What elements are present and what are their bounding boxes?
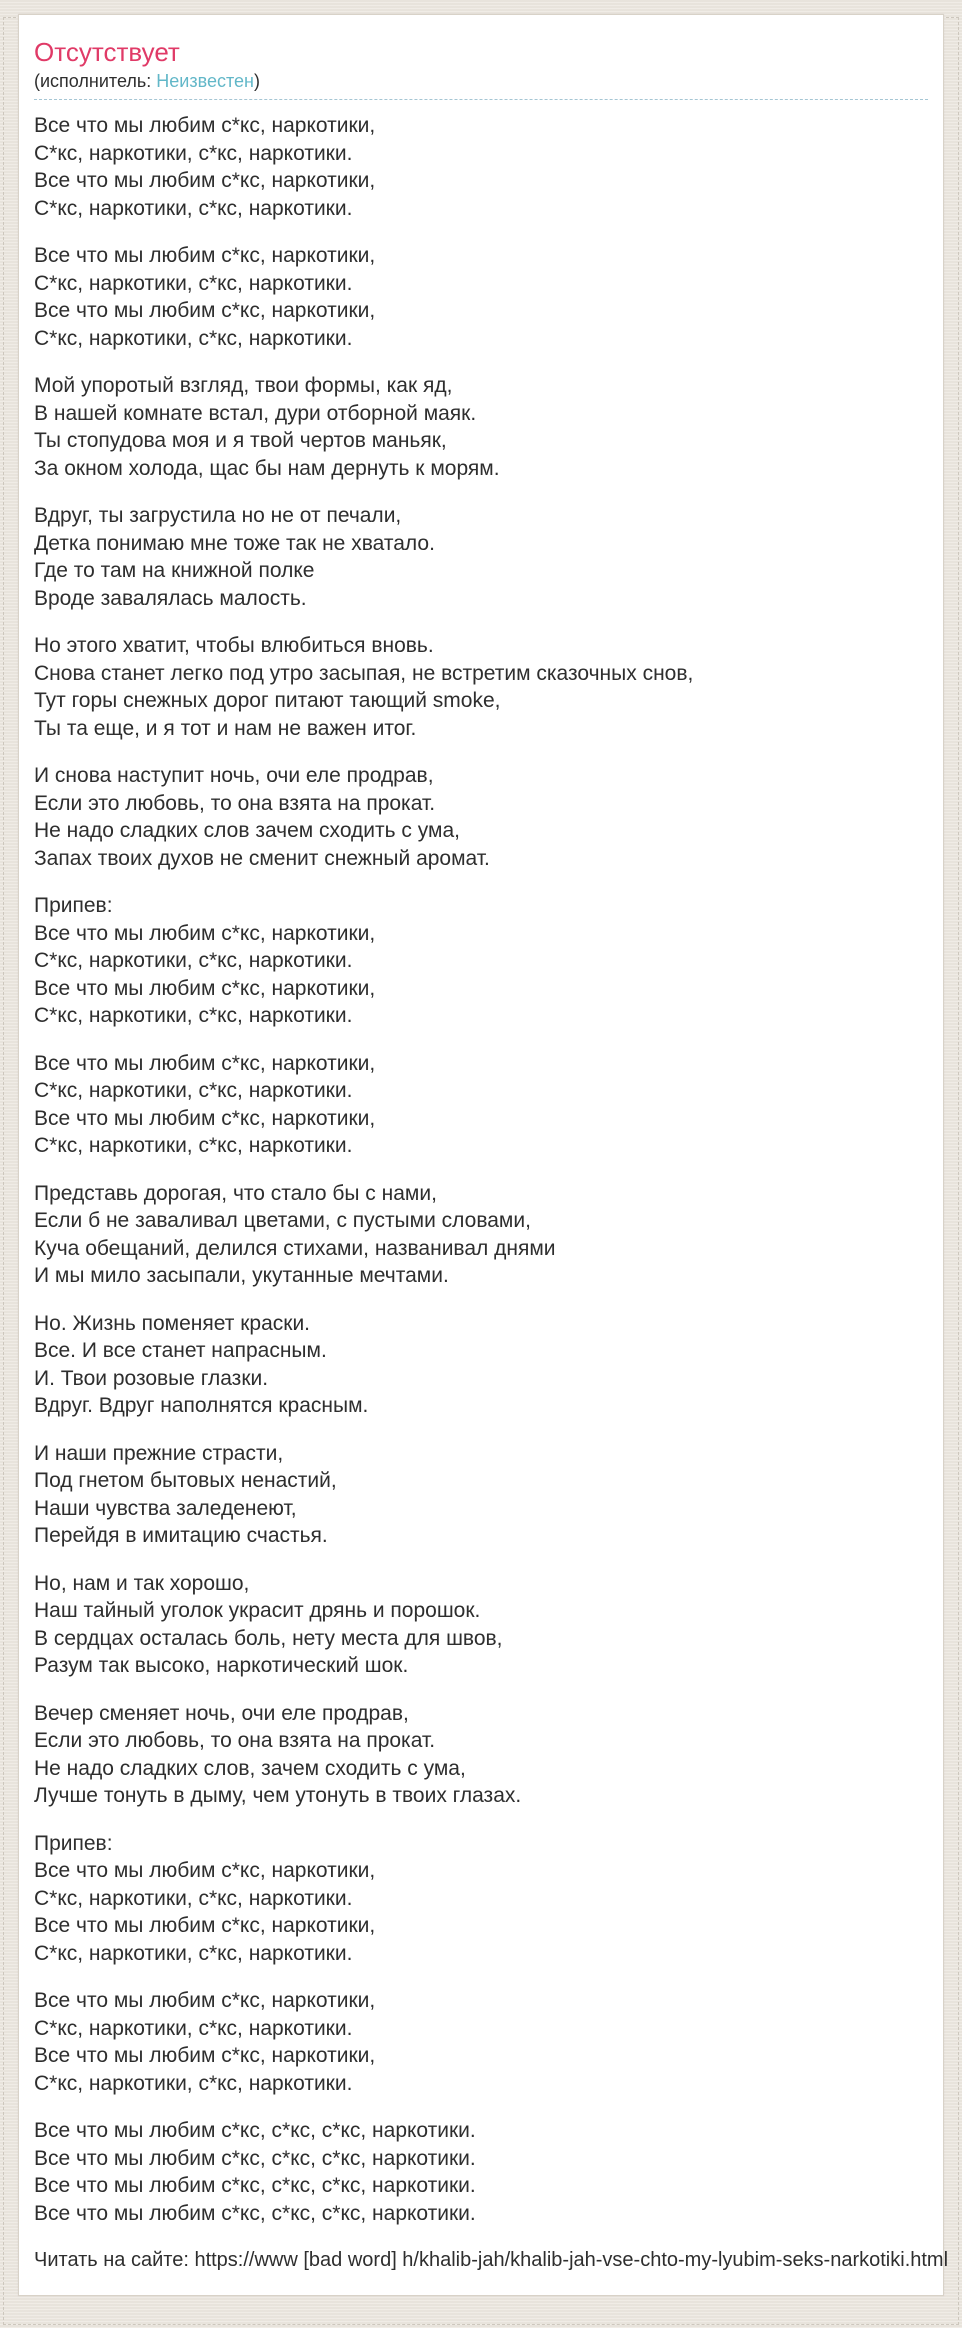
lyric-line: С*кс, наркотики, с*кс, наркотики. bbox=[34, 2071, 353, 2095]
artist-label-suffix: ) bbox=[253, 71, 260, 91]
stanza bbox=[34, 2117, 928, 2227]
stanza bbox=[34, 1570, 928, 1680]
lyric-line: Не надо сладких слов зачем сходить с ума, bbox=[34, 819, 460, 842]
lyric-line: Но. Жизнь поменяет краски. bbox=[34, 1311, 311, 1335]
lyric-line: Все что мы любим с*кс, наркотики, bbox=[34, 1051, 376, 1075]
lyric-line: С*кс, наркотики, с*кс, наркотики. bbox=[34, 1134, 353, 1157]
lyric-line: В нашей комнате встал, дури отборной маяк. bbox=[34, 401, 477, 425]
lyric-line: И наши прежние страсти, bbox=[34, 1441, 284, 1465]
lyric-line: Мой упоротый взгляд, твои формы, как яд, bbox=[34, 374, 453, 397]
stanza bbox=[34, 372, 928, 482]
lyric-line: С*кс, наркотики, с*кс, наркотики. bbox=[34, 1004, 353, 1027]
artist-link[interactable]: Неизвестен bbox=[156, 71, 254, 91]
lyric-line: Снова станет легко под утро засыпая, не встретим сказочных снов, bbox=[34, 661, 694, 685]
lyric-line: Тут горы снежных дорог питают тающий smoke, bbox=[34, 689, 501, 712]
lyric-line: Ты стопудова моя и я твой чертов маньяк, bbox=[34, 429, 447, 452]
lyric-line: Все что мы любим с*кс, наркотики, bbox=[34, 114, 376, 137]
lyric-line: Перейдя в имитацию счастья. bbox=[34, 1524, 328, 1547]
lyric-line: Если это любовь, то она взята на прокат. bbox=[34, 1729, 436, 1752]
lyric-line: И. Твои розовые глазки. bbox=[34, 1366, 269, 1390]
lyric-line: Все что мы любим с*кс, наркотики, bbox=[34, 1989, 376, 2012]
lyric-line: Все что мы любим с*кс, наркотики, bbox=[34, 921, 376, 945]
lyric-line: С*кс, наркотики, с*кс, наркотики. bbox=[34, 271, 353, 295]
lyric-line: С*кс, наркотики, с*кс, наркотики. bbox=[34, 196, 353, 220]
stanza bbox=[34, 632, 928, 742]
lyric-line: В сердцах осталась боль, нету места для швов, bbox=[34, 1626, 503, 1650]
stanza bbox=[34, 1310, 928, 1420]
lyric-line: Все что мы любим с*кс, наркотики, bbox=[34, 1914, 376, 1937]
lyric-line: С*кс, наркотики, с*кс, наркотики. bbox=[34, 326, 353, 350]
stanza bbox=[34, 1180, 928, 1290]
lyric-line: Где то там на книжной полке bbox=[34, 559, 315, 582]
stanza bbox=[34, 112, 928, 222]
stanza bbox=[34, 502, 928, 612]
stanza bbox=[34, 1700, 928, 1810]
lyrics-text bbox=[34, 112, 928, 2227]
lyric-line: Припев: bbox=[34, 1831, 113, 1855]
lyric-line: Все что мы любим с*кс, с*кс, с*кс, наркотики. bbox=[34, 2119, 476, 2142]
artist-line bbox=[34, 69, 928, 93]
stanza bbox=[34, 762, 928, 872]
artist-label-prefix: (исполнитель: bbox=[34, 71, 152, 91]
lyric-line: Все что мы любим с*кс, наркотики, bbox=[34, 169, 376, 192]
lyric-line: За окном холода, щас бы нам дернуть к морям. bbox=[34, 456, 500, 480]
lyric-line: С*кс, наркотики, с*кс, наркотики. bbox=[34, 949, 353, 972]
lyric-line: Лучше тонуть в дыму, чем утонуть в твоих глазах. bbox=[34, 1784, 522, 1807]
stanza bbox=[34, 1440, 928, 1550]
lyric-line: Вечер сменяет ночь, очи еле продрав, bbox=[34, 1701, 409, 1725]
lyric-line: Детка понимаю мне тоже так не хватало. bbox=[34, 531, 435, 555]
lyric-line: С*кс, наркотики, с*кс, наркотики. bbox=[34, 2016, 353, 2040]
lyric-line: С*кс, наркотики, с*кс, наркотики. bbox=[34, 1941, 353, 1965]
lyric-line: Все что мы любим с*кс, наркотики, bbox=[34, 1106, 376, 1130]
stanza bbox=[34, 242, 928, 352]
lyric-line: С*кс, наркотики, с*кс, наркотики. bbox=[34, 1886, 353, 1910]
lyric-line: И снова наступит ночь, очи еле продрав, bbox=[34, 764, 434, 787]
lyric-line: С*кс, наркотики, с*кс, наркотики. bbox=[34, 1079, 353, 1102]
lyric-line: Если б не заваливал цветами, с пустыми словами, bbox=[34, 1209, 531, 1232]
stanza bbox=[34, 1987, 928, 2097]
lyric-line: И мы мило засыпали, укутанные мечтами. bbox=[34, 1264, 449, 1287]
lyric-line: Все. И все станет напрасным. bbox=[34, 1339, 327, 1362]
lyric-line: Все что мы любим с*кс, наркотики, bbox=[34, 1859, 376, 1882]
lyric-line: Наш тайный уголок украсит дрянь и порошок. bbox=[34, 1599, 481, 1622]
lyric-line: Вроде завалялась малость. bbox=[34, 586, 307, 610]
lyric-line: Но, нам и так хорошо, bbox=[34, 1571, 250, 1595]
lyric-line: Все что мы любим с*кс, наркотики, bbox=[34, 244, 376, 267]
lyric-line: Ты та еще, и я тот и нам не важен итог. bbox=[34, 716, 417, 740]
lyric-line: Не надо сладких слов, зачем сходить с ума, bbox=[34, 1756, 466, 1780]
lyric-line: Если это любовь, то она взята на прокат. bbox=[34, 791, 436, 815]
lyric-line: Наши чувства заледенеют, bbox=[34, 1496, 297, 1520]
lyric-line: Все что мы любим с*кс, с*кс, с*кс, наркотики. bbox=[34, 2174, 476, 2197]
read-on-site-line: Читать на сайте: https://www [bad word] h/khalib-jah/khalib-jah-vse-chto-my-lyubim-seks-narkotiki.html bbox=[34, 2249, 949, 2271]
lyric-line: Вдруг, ты загрустила но не от печали, bbox=[34, 504, 402, 527]
stanza bbox=[34, 1830, 928, 1968]
lyric-line: Разум так высоко, наркотический шок. bbox=[34, 1654, 409, 1677]
stanza bbox=[34, 1050, 928, 1160]
lyrics-card bbox=[18, 14, 949, 2296]
lyric-line: Под гнетом бытовых ненастий, bbox=[34, 1469, 337, 1492]
lyric-line: Все что мы любим с*кс, наркотики, bbox=[34, 976, 376, 1000]
lyric-line: Вдруг. Вдруг наполнятся красным. bbox=[34, 1394, 369, 1417]
lyric-line: Припев: bbox=[34, 894, 113, 917]
lyric-line: Но этого хватит, чтобы влюбиться вновь. bbox=[34, 634, 434, 657]
lyric-line: Куча обещаний, делился стихами, названивал днями bbox=[34, 1236, 556, 1260]
stanza bbox=[34, 892, 928, 1030]
lyric-line: С*кс, наркотики, с*кс, наркотики. bbox=[34, 141, 353, 165]
lyric-line: Все что мы любим с*кс, наркотики, bbox=[34, 299, 376, 322]
lyric-line: Представь дорогая, что стало бы с нами, bbox=[34, 1181, 437, 1205]
lyric-line: Все что мы любим с*кс, с*кс, с*кс, наркотики. bbox=[34, 2201, 476, 2225]
lyric-line: Запах твоих духов не сменит снежный аромат. bbox=[34, 846, 490, 870]
page-title: Отсутствует bbox=[34, 37, 180, 67]
lyric-line: Все что мы любим с*кс, наркотики, bbox=[34, 2044, 376, 2067]
lyric-line: Все что мы любим с*кс, с*кс, с*кс, наркотики. bbox=[34, 2146, 476, 2170]
dashed-separator bbox=[34, 99, 928, 100]
